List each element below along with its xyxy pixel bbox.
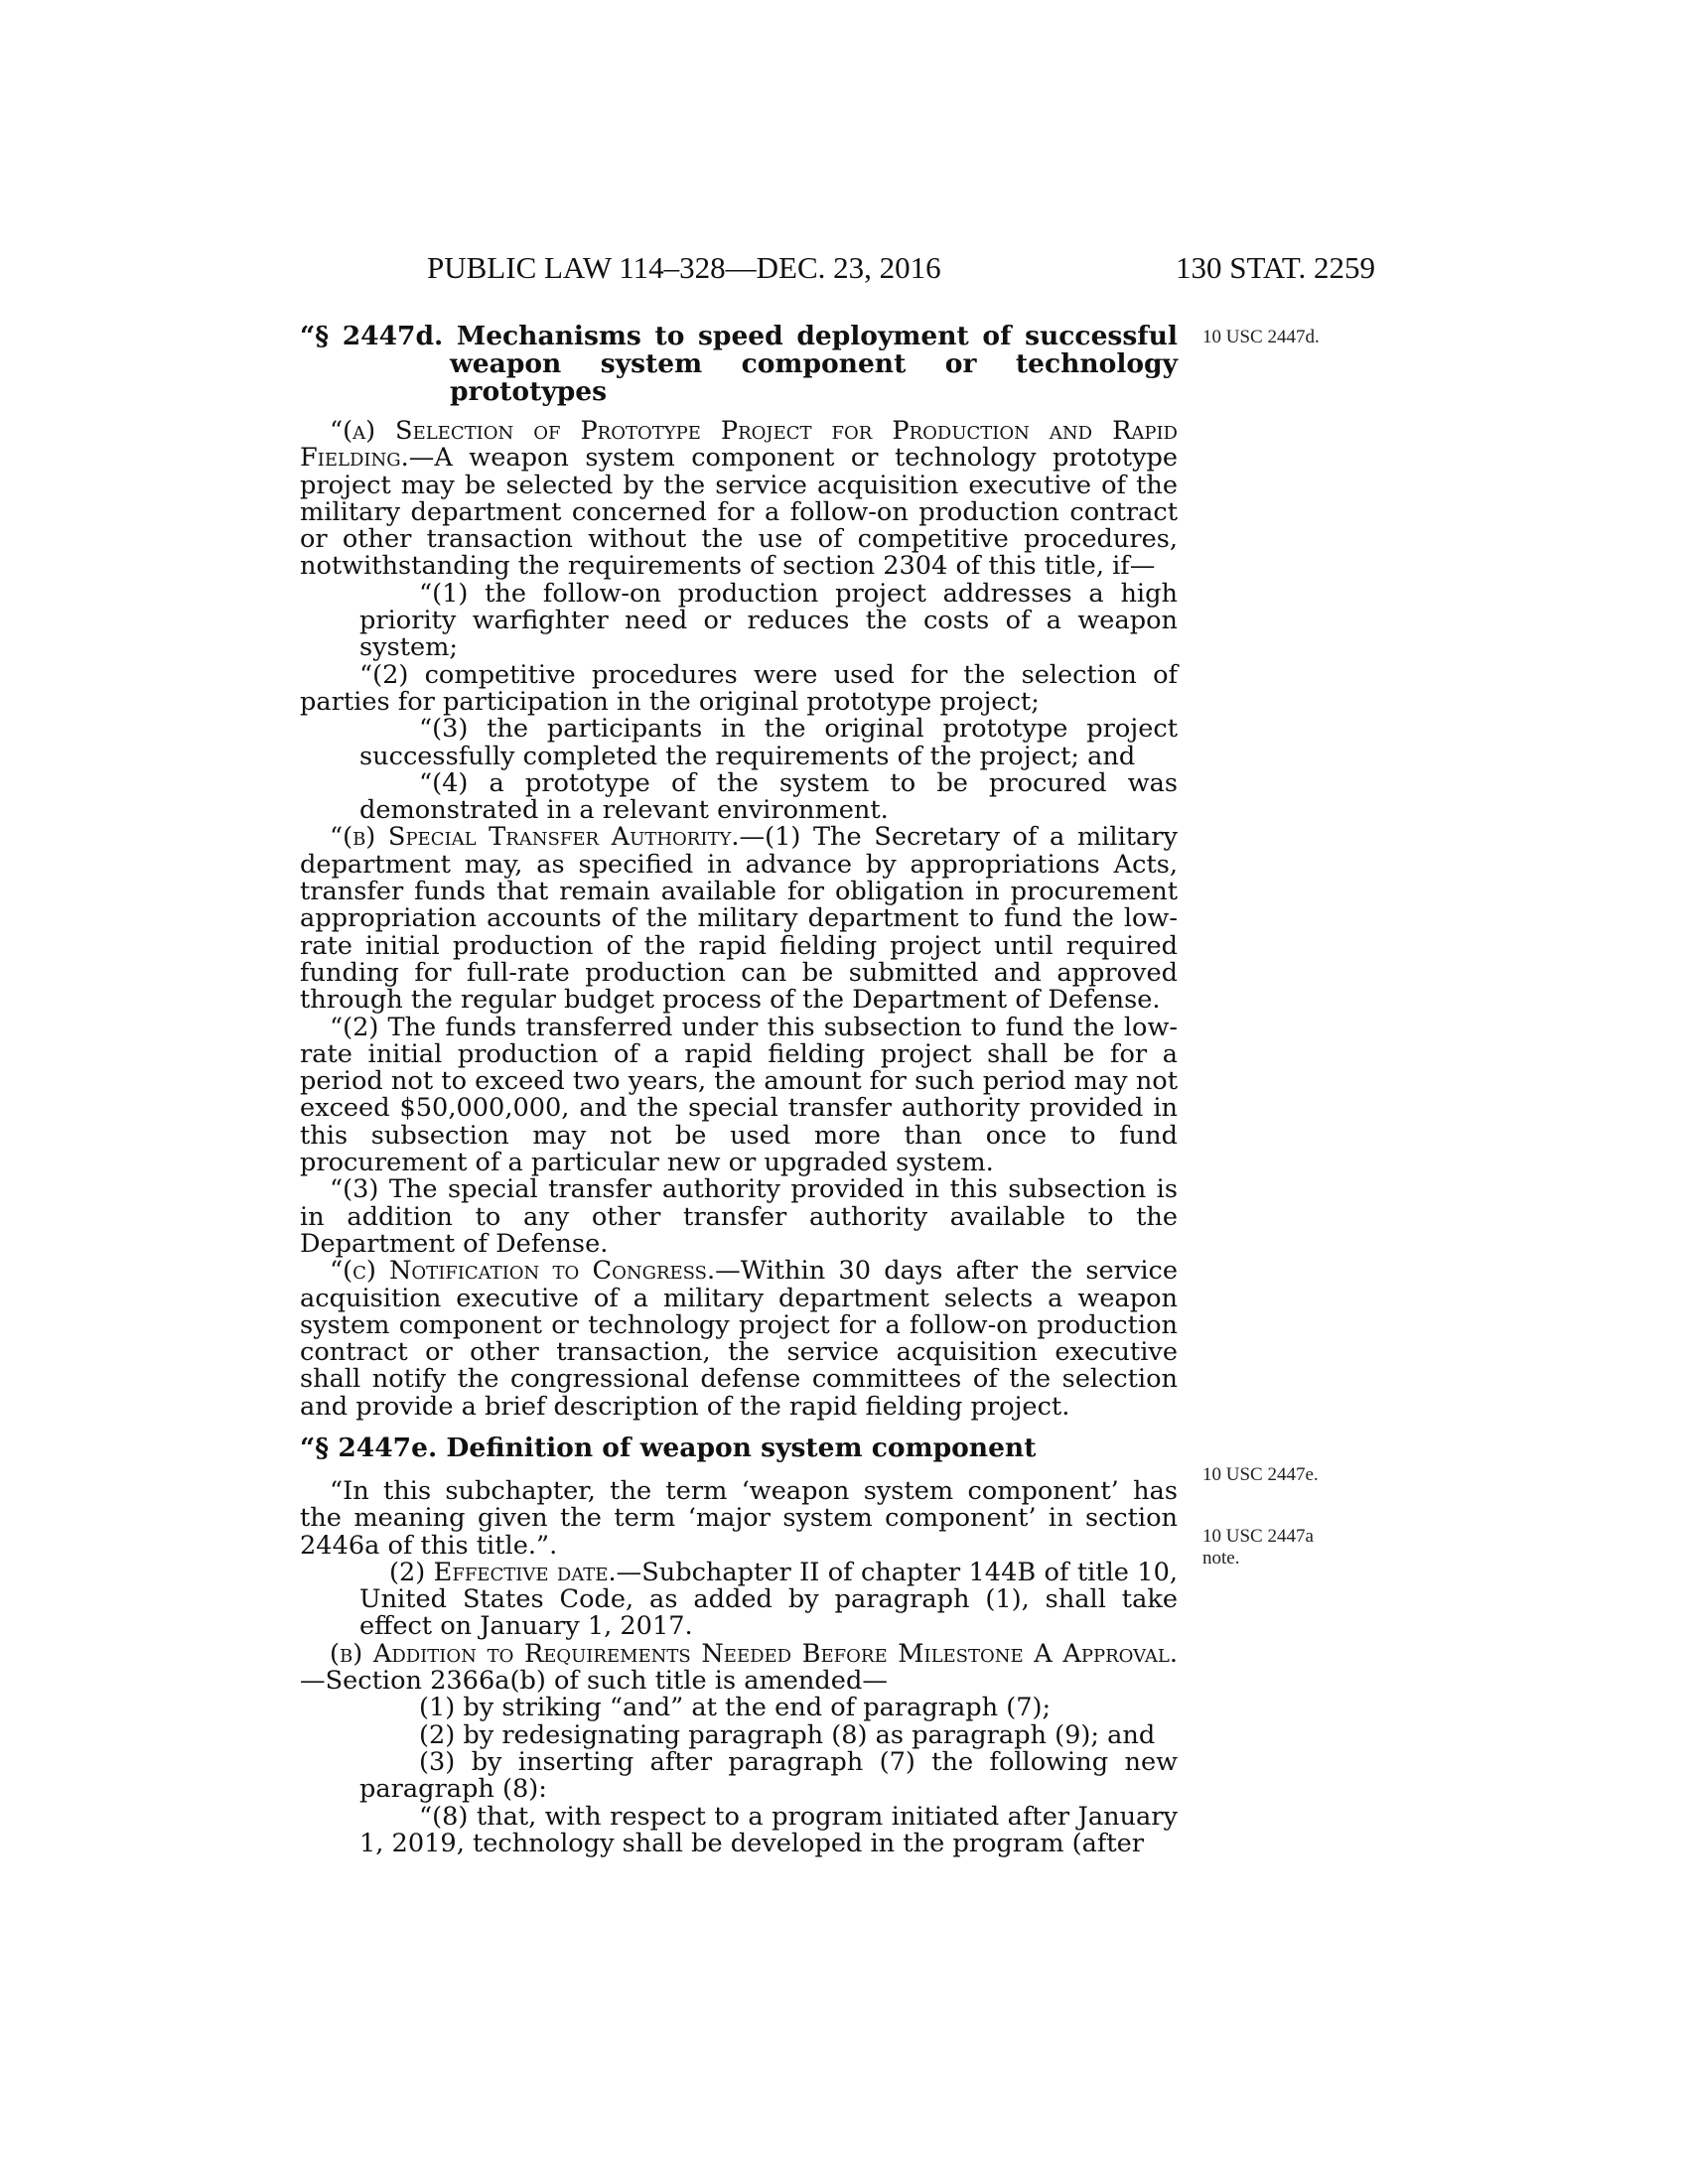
amendment-2: (2) by redesignating paragraph (8) as paragraph (9); and	[419, 1719, 1156, 1750]
section-2447d-heading: “§ 2447d. Mechanisms to speed deployment of successful weapon system component or technology prototypes	[300, 321, 1178, 407]
effective-date-caption: (2) Effective date.	[389, 1557, 617, 1587]
header-public-law: PUBLIC LAW 114–328—DEC. 23, 2016	[427, 250, 941, 285]
margin-note-2447e: 10 USC 2447e.	[1202, 1464, 1319, 1485]
subsection-c	[300, 1258, 1178, 1421]
definition-text: “In this subchapter, the term ‘weapon system component’ has the meaning given the term ‘major system component’ in section 2446a of this title.”.	[300, 1475, 1178, 1561]
paragraph-a2-text: “(2) competitive procedures were used for the selection of parties for participation in the original prototype project;	[300, 659, 1178, 717]
subsection-a-caption: “(a) Selection of Prototype Project for Production and Rapid Fielding.	[300, 416, 1178, 474]
subsection-b-addition	[300, 1638, 1178, 1697]
body-text	[300, 323, 1178, 1857]
effective-date	[300, 1557, 1178, 1642]
paragraph-a3	[300, 716, 1178, 770]
subsection-c-text: —Within 30 days after the service acquisition executive of a military department selects a weapon system component or technology project for a follow-on production contract or other transaction, the service acquisition executive shall notify the congressional defense committees of the selection and provide a brief description of the rapid fielding project.	[300, 1256, 1178, 1422]
subsection-a	[300, 418, 1178, 581]
paragraph-a3-text: “(3) the participants in the original prototype project successfully completed the requirements of the project; and	[359, 714, 1178, 771]
paragraph-a2	[300, 659, 1178, 717]
paragraph-a1	[300, 578, 1178, 663]
subsection-b-caption: “(b) Special Transfer Authority.	[330, 822, 740, 853]
margin-note-2447a-line1: 10 USC 2447a	[1202, 1526, 1314, 1547]
page-header	[427, 248, 1375, 288]
paragraph-a1-text: “(1) the follow-on production project addresses a high priority warfighter need or reduces the costs of a weapon system;	[359, 578, 1178, 663]
subsection-b-addition-text: —Section 2366a(b) of such title is amended—	[300, 1666, 888, 1697]
margin-note-2447a	[1202, 1526, 1351, 1570]
amendment-3: (3) by inserting after paragraph (7) the following new paragraph (8):	[359, 1746, 1178, 1805]
section-2447e-heading: “§ 2447e. Definition of weapon system component	[300, 1432, 1037, 1463]
subsection-b-text: —(1) The Secretary of a military department may, as specified in advance by appropriations Acts, transfer funds that remain available for obligation in procurement appropriation accounts of the military department to fund the low-rate initial production of the rapid fielding project until required funding for full-rate production can be submitted and approved through the regular budget process of the Department of Defense.	[300, 822, 1179, 1016]
paragraph-b3: “(3) The special transfer authority provided in this subsection is in addition to any other transfer authority available to the Department of Defense.	[300, 1174, 1178, 1259]
new-paragraph-8: “(8) that, with respect to a program initiated after January 1, 2019, technology shall be developed in the program (after	[359, 1801, 1178, 1858]
effective-date-text: —Subchapter II of chapter 144B of title 10, United States Code, as added by paragraph (1), shall take effect on January 1, 2017.	[359, 1557, 1178, 1642]
margin-note-2447a-line2: note.	[1202, 1548, 1240, 1569]
paragraph-b2: “(2) The funds transferred under this subsection to fund the low-rate initial production of a rapid fielding project shall be for a period not to exceed two years, the amount for such period may not exceed $50,000,000, and the special transfer authority provided in this subsection may not be used more than once to fund procurement of a particular new or upgraded system.	[300, 1012, 1178, 1178]
subsection-b	[300, 824, 1178, 1014]
margin-note-2447d: 10 USC 2447d.	[1202, 327, 1320, 347]
subsection-c-caption: “(c) Notification to Congress.	[330, 1256, 716, 1287]
subsection-a-text: —A weapon system component or technology prototype project may be selected by the service acquisition executive of the military department concerned for a follow-on production contract or other transaction without the use of competitive procedures, notwithstanding the requirements of section 2304 of this title, if—	[300, 443, 1178, 582]
header-stat-page: 130 STAT. 2259	[1175, 250, 1375, 285]
paragraph-a4-text: “(4) a prototype of the system to be procured was demonstrated in a relevant environment.	[359, 767, 1178, 826]
subsection-b-addition-caption: (b) Addition to Requirements Needed Before Milestone A Approval.	[330, 1638, 1178, 1669]
paragraph-a4	[300, 767, 1178, 826]
amendment-1: (1) by striking “and” at the end of paragraph (7);	[419, 1693, 1052, 1723]
